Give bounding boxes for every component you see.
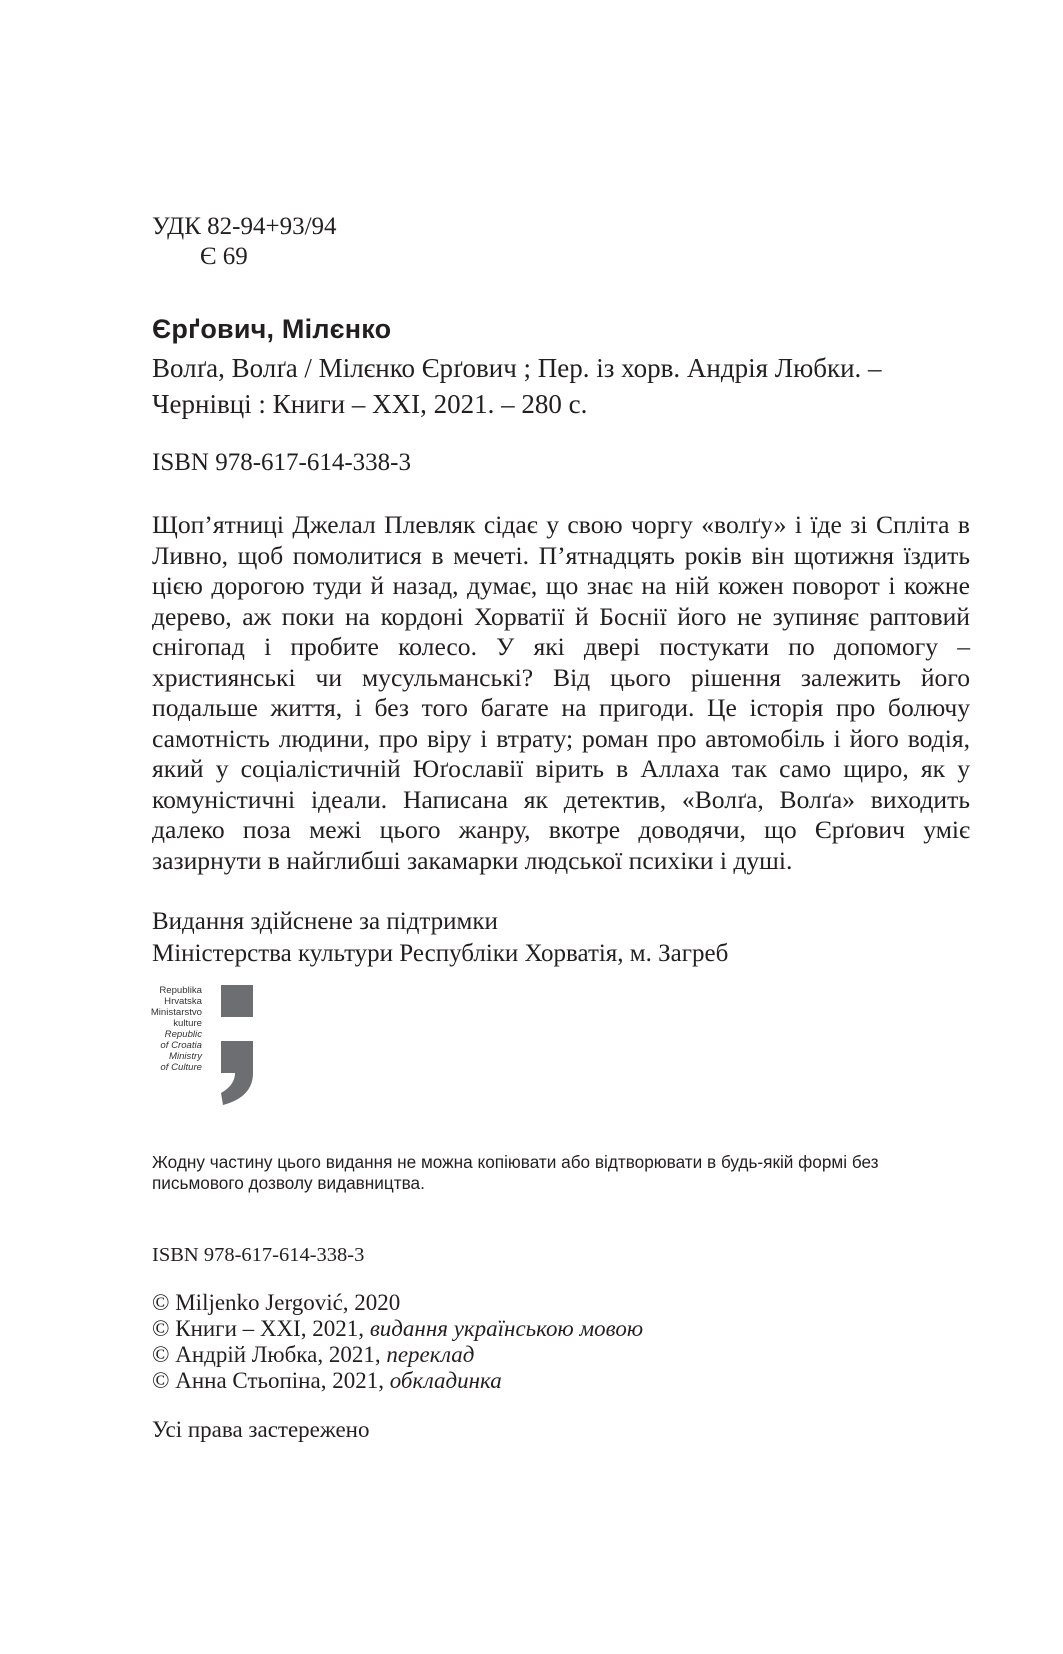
bibliographic-description [152,350,982,422]
biblio-line-1: Волґа, Волґа / Мілєнко Єрґович ; Пер. із хорв. Андрія Любки. – [152,353,882,383]
rights-note: Жодну частину цього видання не можна копіювати або відтворювати в будь-якій формі без письмового дозволу видавництва. [152,1152,879,1193]
annotation-paragraph: Щоп’ятниці Джелал Плевляк сідає у свою чоргу «волґу» і їде зі Спліта в Ливно, щоб помолитися в мечеті. П’ятнадцять років він щотижня їздить цією дорогою туди й назад, думає, що знає на ній кожен поворот і кожне дерево, аж поки на кордоні Хорватії й Боснії його не зупиняє раптовий снігопад і пробите колесо. У які двері постукати по допомогу – християнські чи мусульманські? Від цього рішення залежить його подальше життя, і без того багате на пригоди. Це історія про болючу самотність людини, про віру і втрату; роман про автомобіль і його водія, який у соціалістичній Юґославії вірить в Аллаха так само щиро, як у комуністичні ідеали. Написана як детектив, «Волґа, Волґа» виходить далеко поза межі цього жанру, вкотре доводячи, що Єрґович уміє зазирнути в найглибші закамарки людської психіки і душі. [152,510,970,875]
copyright-line [152,1342,643,1368]
logo-line: Republika [159,985,202,996]
biblio-line-2: Чернівці : Книги – ХХІ, 2021. – 280 с. [152,389,588,419]
logo-line: kulture [173,1018,202,1029]
author-heading: Єрґович, Мілєнко [152,314,392,344]
logo-line: Ministarstvo [150,1007,202,1018]
copyright-note: обкладинка [389,1368,502,1393]
isbn-bottom: ISBN 978-617-614-338-3 [152,1244,365,1266]
copyright-line [152,1368,643,1394]
copyright-text: © Книги – ХХІ, 2021, [152,1316,370,1341]
copyright-text: © Андрій Любка, 2021, [152,1342,387,1367]
logo-line: Republic [164,1029,202,1040]
copyright-line [152,1316,643,1342]
copyright-text: © Miljenko Jergović, 2020 [152,1290,401,1315]
rights-reserved: Усі права застережено [152,1417,370,1442]
udk-block [152,212,337,272]
semicolon-logo-icon [217,985,257,1105]
logo-line: Hrvatska [164,996,202,1007]
logo-line: Ministry [168,1051,202,1062]
support-line-2: Міністерства культури Республіки Хорватія, м. Загреб [152,940,729,967]
logo-line: of Culture [160,1062,202,1073]
copyright-list [152,1290,643,1394]
support-line-1: Видання здійснене за підтримки [152,908,498,935]
copyright-note: переклад [386,1342,475,1367]
copyright-line [152,1290,643,1316]
copyright-text: © Анна Стьопіна, 2021, [152,1368,390,1393]
logo-line: of Croatia [160,1040,202,1051]
isbn-top: ISBN 978-617-614-338-3 [152,449,412,476]
copyright-note: видання українською мовою [369,1316,644,1341]
support-statement [152,906,972,970]
author-sign: Є 69 [200,243,248,270]
ministry-logo-text [120,985,202,1073]
udk-code: УДК 82-94+93/94 [152,213,337,240]
